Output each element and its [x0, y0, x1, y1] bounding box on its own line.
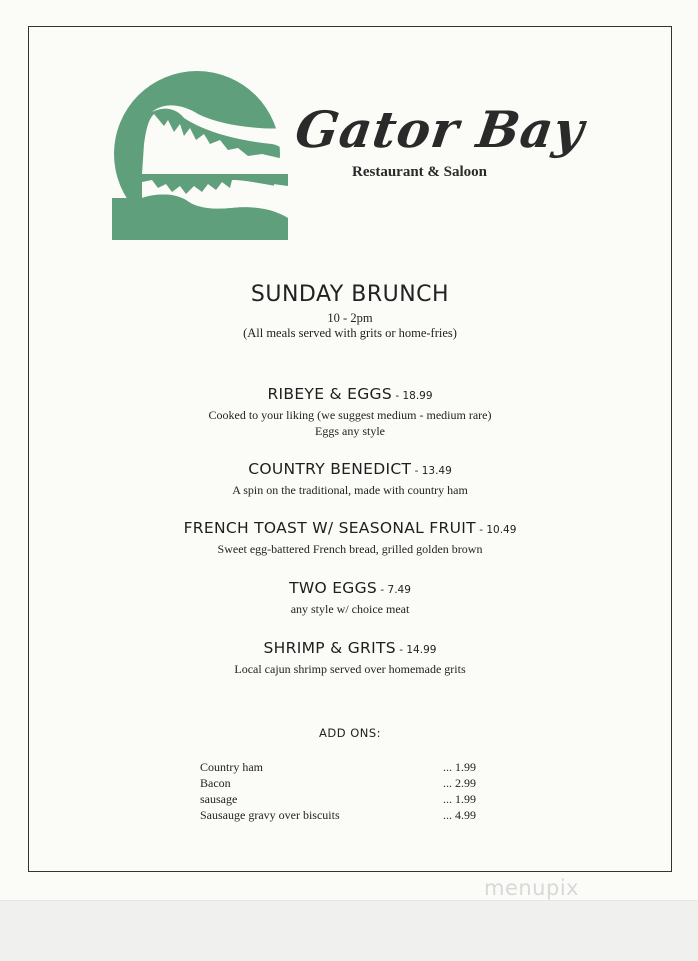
item-name: SHRIMP & GRITS	[263, 639, 396, 657]
scan-bottom-margin	[0, 900, 698, 961]
addon-price: ... 4.99	[443, 808, 476, 822]
item-description: Eggs any style	[315, 424, 385, 438]
addon-price: ... 2.99	[443, 776, 476, 790]
item-description: any style w/ choice meat	[290, 602, 410, 616]
addon-row	[200, 792, 476, 808]
addon-name: Bacon	[200, 776, 231, 790]
section-note: (All meals served with grits or home-fries)	[243, 326, 457, 340]
section-title: SUNDAY BRUNCH	[250, 282, 450, 307]
item-price: - 7.49	[377, 584, 411, 596]
brand-name: Gator Bay	[291, 100, 589, 159]
item-price: - 18.99	[392, 390, 433, 402]
item-name: COUNTRY BENEDICT	[248, 460, 412, 478]
item-description: Local cajun shrimp served over homemade grits	[234, 662, 466, 676]
addon-name: sausage	[200, 792, 238, 806]
addon-name: Country ham	[200, 760, 263, 774]
item-price: - 13.49	[411, 465, 452, 477]
addon-price: ... 1.99	[443, 792, 476, 806]
item-price: - 10.49	[475, 524, 517, 536]
addon-row	[200, 760, 476, 776]
menu-item	[28, 460, 672, 498]
item-price: - 14.99	[395, 644, 437, 656]
item-description: Sweet egg-battered French bread, grilled golden brown	[217, 542, 483, 556]
item-name: TWO EGGS	[289, 579, 378, 597]
brand-subtitle: Restaurant & Saloon	[352, 164, 488, 180]
menupix-watermark: menupix	[484, 876, 580, 900]
item-name: FRENCH TOAST W/ SEASONAL FRUIT	[183, 519, 476, 537]
menu-item	[28, 519, 672, 557]
menu-item	[28, 579, 672, 617]
addon-row	[200, 808, 476, 824]
addons-title: ADD ONS:	[318, 726, 382, 740]
item-description: A spin on the traditional, made with country ham	[232, 483, 468, 497]
addon-price: ... 1.99	[443, 760, 476, 774]
menu-item	[28, 639, 672, 677]
section-hours: 10 - 2pm	[327, 311, 373, 325]
menu-item	[28, 385, 672, 439]
addon-row	[200, 776, 476, 792]
item-description: Cooked to your liking (we suggest medium - medium rare)	[208, 408, 492, 422]
gator-logo-icon	[112, 68, 288, 240]
item-name: RIBEYE & EGGS	[267, 385, 392, 403]
addon-name: Sausauge gravy over biscuits	[200, 808, 340, 822]
